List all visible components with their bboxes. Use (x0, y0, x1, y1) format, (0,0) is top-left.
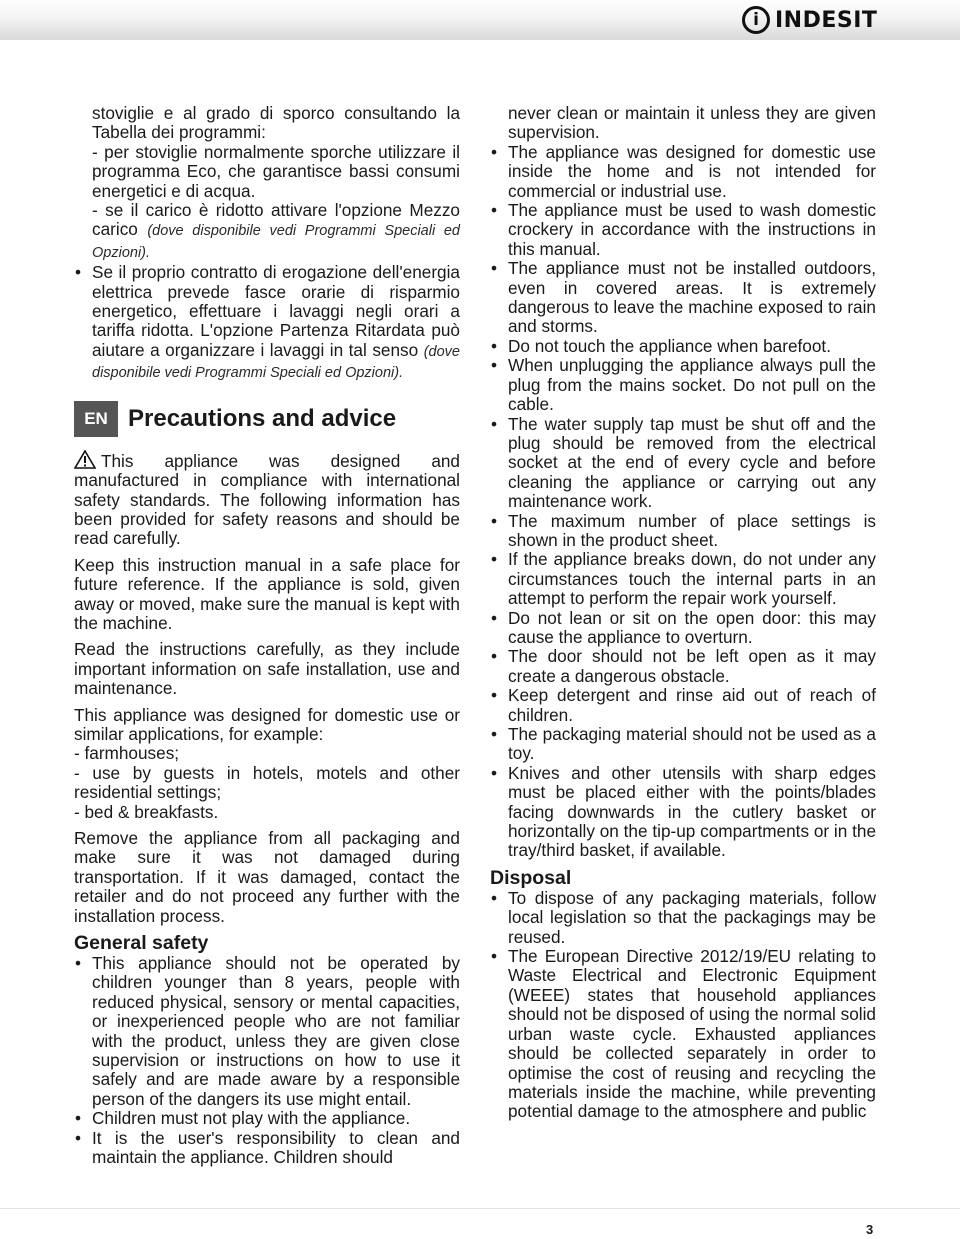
example-item: - use by guests in hotels, motels and other residential settings; (74, 762, 460, 803)
intro-bullet (74, 263, 460, 383)
subheading-general-safety: General safety (74, 932, 209, 955)
right-column (490, 104, 876, 1122)
intro-line-text: - se il carico è ridotto attivare l'opzione Mezzo carico (92, 200, 460, 240)
list-item: • The appliance must be used to wash domestic crockery in accordance with the instructions in this manual. (490, 201, 876, 259)
list-item: • Do not touch the appliance when barefoot. (490, 337, 876, 356)
list-item: • Do not lean or sit on the open door: this may cause the appliance to overturn. (490, 609, 876, 648)
list-item: • If the appliance breaks down, do not under any circumstances touch the internal parts in an attempt to perform the repair work yourself. (490, 550, 876, 608)
section-title: Precautions and advice (128, 404, 397, 432)
page-number: 3 (866, 1222, 874, 1237)
intro-line: - per stoviglie normalmente sporche utilizzare il programma Eco, che garantisce bassi consumi energetici e di acqua. (92, 141, 460, 201)
intro-line: stoviglie e al grado di sporco consultando la Tabella dei programmi: (92, 103, 460, 143)
footer-divider (0, 1208, 960, 1209)
paragraph: Remove the appliance from all packaging and make sure it was not damaged during transportation. If it was damaged, contact the retailer and do not proceed any further with the installation process. (74, 828, 460, 926)
list-item: • The maximum number of place settings is shown in the product sheet. (490, 512, 876, 551)
list-item: • To dispose of any packaging materials, follow local legislation so that the packagings may be reused. (490, 889, 876, 947)
language-badge: EN (74, 401, 118, 437)
list-item: • Children must not play with the appliance. (74, 1109, 460, 1128)
paragraph: This appliance was designed for domestic use or similar applications, for example: (74, 704, 460, 744)
list-item: • The packaging material should not be used as a toy. (490, 725, 876, 764)
list-item: • Keep detergent and rinse aid out of reach of children. (490, 686, 876, 725)
section-header (74, 400, 460, 438)
intro-line-note: (dove disponibile vedi Programmi Speciali ed Opzioni). (92, 223, 461, 261)
list-item: • It is the user's responsibility to clean and maintain the appliance. Children should (74, 1129, 460, 1168)
list-item: • The appliance was designed for domestic use inside the home and is not intended for commercial or industrial use. (490, 143, 876, 201)
example-item: - farmhouses; (74, 743, 180, 764)
intro-bullet-note: (dove disponibile vedi Programmi Speciali ed Opzioni). (92, 343, 460, 382)
list-item: • The door should not be left open as it may create a dangerous obstacle. (490, 647, 876, 686)
subheading-disposal: Disposal (490, 866, 572, 889)
paragraph: Read the instructions carefully, as they include important information on safe installation, use and maintenance. (74, 639, 460, 699)
intro-line (74, 201, 460, 263)
warning-icon (74, 450, 96, 469)
list-item: • Knives and other utensils with sharp edges must be placed either with the points/blades facing downwards in the cutlery basket or horizontally on the tip-up compartments or in the tray/third basket, if available. (490, 764, 876, 861)
paragraph: Keep this instruction manual in a safe place for future reference. If the appliance is sold, given away or moved, make sure the manual is kept with the machine. (74, 554, 460, 633)
indesit-logo-icon: i (742, 6, 770, 34)
list-item: • The European Directive 2012/19/EU relating to Waste Electrical and Electronic Equipment (WEEE) states that household appliances should not be disposed of using the normal solid urban waste cycle. Exhausted appliances should be collected separately in order to optimise the cost of reusing and recycling the materials inside the machine, while preventing potential damage to the atmosphere and public (490, 947, 876, 1122)
intro-paragraph (74, 450, 460, 549)
list-item: • The appliance must not be installed outdoors, even in covered areas. It is extremely dangerous to leave the machine exposed to rain and storms. (490, 259, 876, 337)
list-item: • This appliance should not be operated by children younger than 8 years, people with reduced physical, sensory or mental capacities, or inexperienced people who are not familiar with the product, unless they are given close supervision or instructions on how to use it safely and are made aware by a responsible person of the dangers its use might entail. (74, 954, 460, 1109)
continuation-text: never clean or maintain it unless they are given supervision. (508, 103, 876, 143)
brand-name: INDESIT (775, 7, 878, 33)
list-item: • The water supply tap must be shut off and the plug should be removed from the electrical socket at the end of every cycle and before cleaning the appliance or carrying out any maintenance work. (490, 415, 876, 512)
brand-logo (742, 4, 877, 36)
left-column (74, 104, 460, 1168)
intro-bullet-text: Se il proprio contratto di erogazione dell'energia elettrica prevede fasce orarie di risparmio energetico, effettuare i lavaggi negli orari a tariffa ridotta. L'opzione Partenza Ritardata può aiutare a organizzare i lavaggi in tal senso (92, 262, 460, 360)
paragraph-text: This appliance was designed and manufactured in compliance with international safety standards. The following information has been provided for safety reasons and should be read carefully. (74, 450, 460, 549)
example-item: - bed & breakfasts. (74, 801, 219, 822)
list-item: • When unplugging the appliance always pull the plug from the mains socket. Do not pull on the cable. (490, 356, 876, 414)
